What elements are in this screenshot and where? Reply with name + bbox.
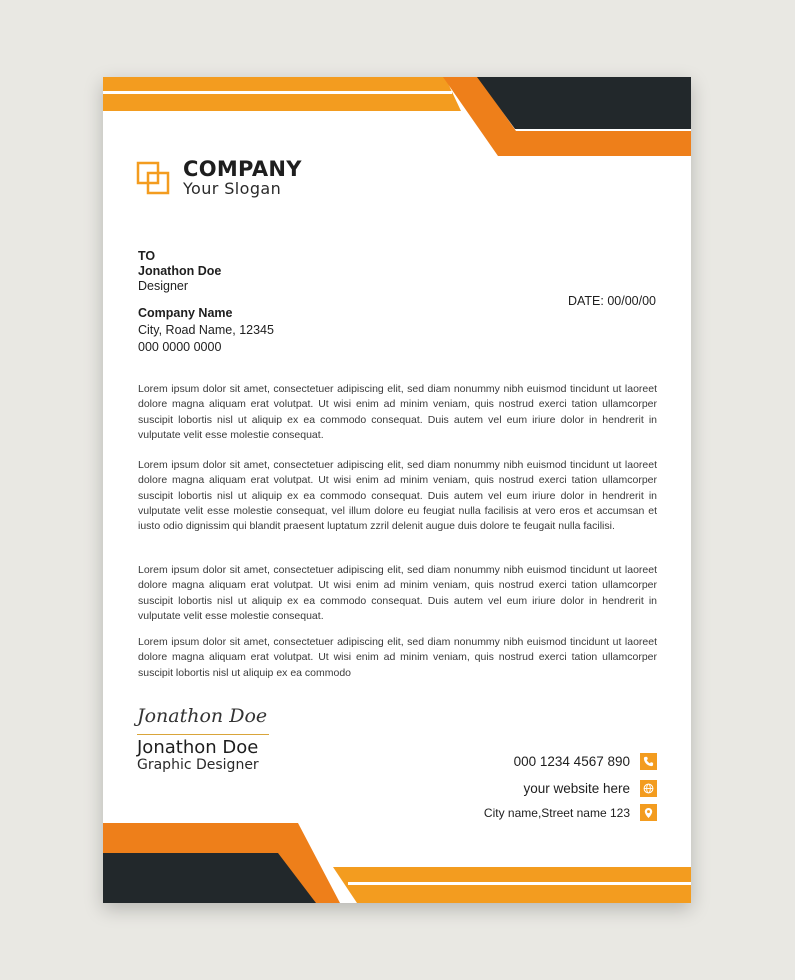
body-paragraph: Lorem ipsum dolor sit amet, consectetuer adipiscing elit, sed diam nonummy nibh euismod tincidunt ut laoreet dolore magna aliquam erat volutpat. Ut wisi enim ad minim veniam, quis nostrud exerci tation ullamcorper suscipit lobortis nisl ut aliquip ex ea commodo consequat. Duis autem vel eum iriure dolor in hendrerit in vulputate velit esse molestie consequat, vel illum dolore eu feugiat nulla facilisis at vero eros et accumsan et iusto odio dignissim qui blandit praesent luptatum zzril delenit augue duis dolore te feugait nulla facilisi. bbox=[138, 459, 657, 533]
header-orange-stripe bbox=[103, 91, 452, 94]
letterhead-page bbox=[103, 77, 691, 903]
recipient-address: City, Road Name, 12345 bbox=[138, 323, 274, 337]
contact-phone: 000 1234 4567 890 bbox=[513, 754, 630, 769]
signature-line bbox=[137, 734, 269, 735]
recipient-role: Designer bbox=[138, 279, 189, 293]
company-name: COMPANY bbox=[183, 157, 302, 181]
footer-decoration bbox=[103, 823, 691, 903]
phone-icon bbox=[640, 753, 657, 770]
contact-address: City name,Street name 123 bbox=[483, 805, 630, 820]
contact-website: your website here bbox=[523, 781, 630, 796]
header-decoration bbox=[103, 77, 691, 167]
letter-date: DATE: 00/00/00 bbox=[567, 294, 656, 308]
signer-name: Jonathon Doe bbox=[137, 737, 259, 758]
recipient-company: Company Name bbox=[138, 306, 233, 320]
body-paragraph: Lorem ipsum dolor sit amet, consectetuer adipiscing elit, sed diam nonummy nibh euismod tincidunt ut laoreet dolore magna aliquam erat volutpat. Ut wisi enim ad minim veniam, quis nostrud exerci tation ullamcorper suscipit lobortis nisl ut aliquip ex ea commodo consequat. Duis autem vel eum iriure dolor in hendrerit in vulputate velit esse molestie consequat. bbox=[138, 383, 657, 441]
signature-script: Jonathon Doe bbox=[137, 705, 268, 727]
contact-phone-row bbox=[514, 753, 657, 770]
to-label: TO bbox=[138, 249, 156, 263]
recipient-name: Jonathon Doe bbox=[138, 264, 222, 278]
location-pin-icon bbox=[640, 804, 657, 821]
body-paragraph: Lorem ipsum dolor sit amet, consectetuer adipiscing elit, sed diam nonummy nibh euismod tincidunt ut laoreet dolore magna aliquam erat volutpat. Ut wisi enim ad minim veniam, quis nostrud exerci tation ullamcorper suscipit lobortis nisl ut aliquip ex ea commodo consequat. Duis autem vel eum iriure dolor in hendrerit in vulputate velit esse molestie consequat. bbox=[138, 564, 657, 622]
signer-title: Graphic Designer bbox=[137, 757, 259, 773]
company-logo-icon bbox=[136, 161, 170, 195]
recipient-phone: 000 0000 0000 bbox=[138, 340, 222, 354]
contact-address-row bbox=[484, 804, 657, 821]
contact-website-row bbox=[523, 780, 657, 797]
body-paragraph: Lorem ipsum dolor sit amet, consectetuer adipiscing elit, sed diam nonummy nibh euismod tincidunt ut laoreet dolore magna aliquam erat volutpat. Ut wisi enim ad minim veniam, quis nostrud exerci tation ullamcorper suscipit lobortis nisl ut aliquip ex ea commodo bbox=[138, 636, 657, 679]
footer-orange-stripe bbox=[348, 882, 691, 885]
globe-icon bbox=[640, 780, 657, 797]
company-slogan: Your Slogan bbox=[183, 179, 282, 198]
